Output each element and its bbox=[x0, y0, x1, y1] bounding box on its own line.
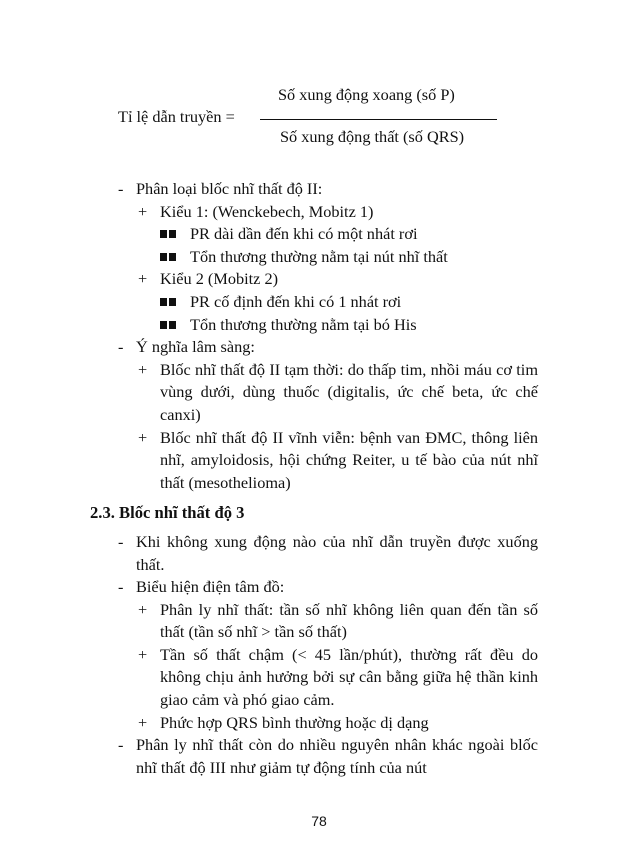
dash-marker: - bbox=[118, 735, 124, 755]
formula-label: Tỉ lệ dẫn truyền = bbox=[118, 107, 235, 126]
list-item-text: PR dài dần đến khi có một nhát rơi bbox=[190, 224, 418, 244]
list-item-text: PR cố định đến khi có 1 nhát rơi bbox=[190, 291, 402, 311]
list-item bbox=[118, 531, 538, 576]
list-item-text: Biểu hiện điện tâm đồ: bbox=[136, 577, 285, 597]
fraction-line bbox=[260, 119, 497, 120]
square-bullet-icon bbox=[160, 321, 176, 330]
dash-marker: - bbox=[118, 531, 124, 551]
square-bullet-icon bbox=[160, 253, 176, 262]
list-item bbox=[190, 246, 538, 269]
list-item-text: Blốc nhĩ thất độ II tạm thời: do thấp tim, nhồi máu cơ tim vùng dưới, dùng thuốc (digitalis, ức chế beta, ức chế canxi) bbox=[160, 359, 538, 424]
plus-marker: + bbox=[138, 359, 148, 379]
plus-marker: + bbox=[138, 269, 148, 289]
list-item-text: Phân loại blốc nhĩ thất độ II: bbox=[136, 179, 323, 198]
square-bullet-icon bbox=[160, 230, 176, 239]
dash-marker: - bbox=[118, 337, 124, 357]
list-item-text: Ý nghĩa lâm sàng: bbox=[136, 337, 255, 357]
dash-marker: - bbox=[118, 179, 124, 198]
list-item bbox=[118, 734, 538, 779]
list-item-text: Phân ly nhĩ thất còn do nhiều nguyên nhân khác ngoài blốc nhĩ thất độ III như giảm tự động tính của nút bbox=[136, 735, 538, 777]
list-item bbox=[138, 427, 538, 495]
list-item-text: Tổn thương thường nằm tại nút nhĩ thất bbox=[190, 246, 448, 266]
list-item-text: Phức hợp QRS bình thường hoặc dị dạng bbox=[160, 712, 429, 732]
document-body bbox=[0, 178, 638, 779]
plus-marker: + bbox=[138, 712, 148, 732]
list-item-text: Blốc nhĩ thất độ II vĩnh viễn: bệnh van ĐMC, thông liên nhĩ, amyloidosis, hội chứng Reiter, u tế bào của nút nhĩ thất (mesothelioma) bbox=[160, 427, 538, 492]
plus-marker: + bbox=[138, 201, 148, 221]
list-item-text: Phân ly nhĩ thất: tần số nhĩ không liên quan đến tần số thất (tần số nhĩ > tần số thất) bbox=[160, 599, 538, 642]
page-number: 78 bbox=[311, 813, 327, 829]
formula-denominator: Số xung động thất (số QRS) bbox=[280, 127, 465, 146]
list-item-text: Tần số thất chậm (< 45 lần/phút), thường rất đều do không chịu ảnh hưởng bởi sự cân bằng giữa hệ thần kinh giao cảm và phó giao cảm. bbox=[160, 644, 538, 710]
list-item bbox=[138, 644, 538, 712]
list-item-text: Kiểu 1: (Wenckebech, Mobitz 1) bbox=[160, 201, 374, 221]
list-item bbox=[190, 291, 538, 314]
plus-marker: + bbox=[138, 427, 148, 447]
conduction-ratio-formula bbox=[0, 0, 638, 160]
list-item-text: Tổn thương thường nằm tại bó His bbox=[190, 314, 417, 334]
square-bullet-icon bbox=[160, 298, 176, 307]
list-item bbox=[138, 359, 538, 427]
list-item bbox=[190, 314, 538, 337]
plus-marker: + bbox=[138, 644, 148, 664]
list-item bbox=[138, 599, 538, 644]
section-heading: 2.3. Blốc nhĩ thất độ 3 bbox=[90, 503, 245, 523]
list-item bbox=[138, 712, 538, 735]
formula-numerator: Số xung động xoang (số P) bbox=[278, 85, 455, 104]
list-item bbox=[138, 201, 538, 224]
list-item-text: Khi không xung động nào của nhĩ dẫn truyền được xuống thất. bbox=[136, 531, 538, 574]
list-item bbox=[138, 268, 538, 291]
list-item bbox=[118, 576, 538, 599]
list-item bbox=[190, 223, 538, 246]
list-item bbox=[118, 178, 538, 201]
dash-marker: - bbox=[118, 577, 124, 597]
list-item bbox=[118, 336, 538, 359]
list-item-text: Kiểu 2 (Mobitz 2) bbox=[160, 269, 279, 289]
plus-marker: + bbox=[138, 599, 148, 619]
